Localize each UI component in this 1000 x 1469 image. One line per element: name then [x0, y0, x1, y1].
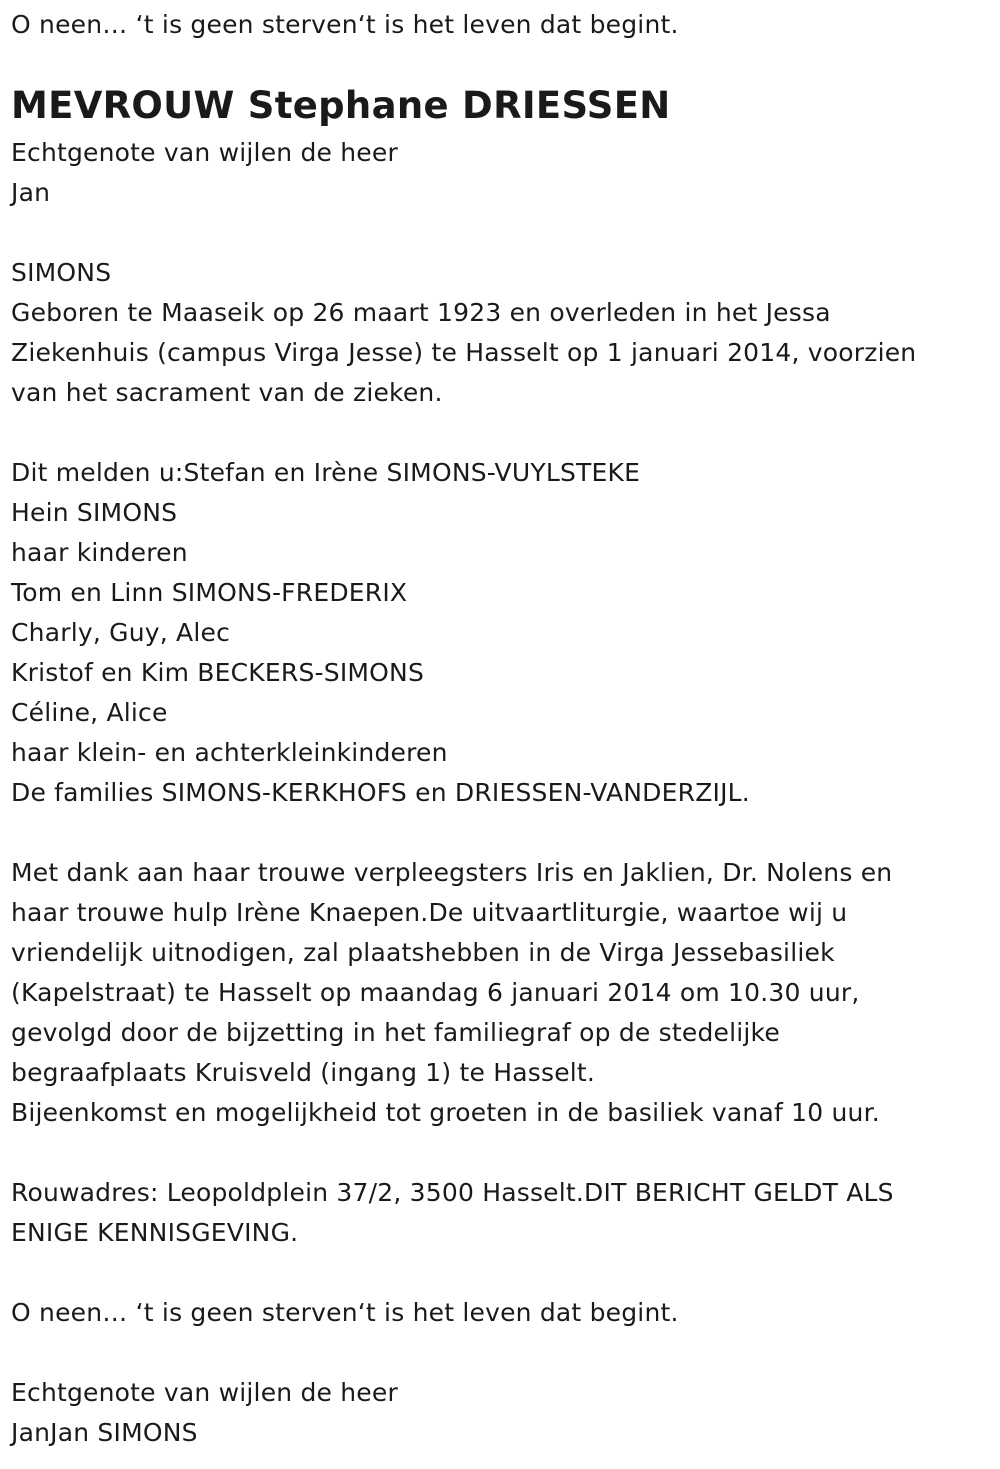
family-line: Céline, Alice [11, 698, 168, 727]
thanks-line: begraafplaats Kruisveld (ingang 1) te Hasselt. [11, 1058, 596, 1087]
family-line: De families SIMONS-KERKHOFS en DRIESSEN-VANDERZIJL. [11, 778, 750, 807]
spouse-last-name: SIMONS [11, 258, 112, 287]
obituary-body [11, 133, 986, 1453]
thanks-line: vriendelijk uitnodigen, zal plaatshebben in de Virga Jessebasiliek [11, 938, 835, 967]
thanks-line: (Kapelstraat) te Hasselt op maandag 6 januari 2014 om 10.30 uur, [11, 978, 860, 1007]
spouse-full-bottom: JanJan SIMONS [11, 1418, 198, 1447]
spacer [11, 1333, 986, 1373]
spouse-first-name: Jan [11, 178, 51, 207]
family-line: Kristof en Kim BECKERS-SIMONS [11, 658, 425, 687]
birth-death-line: Geboren te Maaseik op 26 maart 1923 en overleden in het Jessa [11, 298, 831, 327]
family-line: Tom en Linn SIMONS-FREDERIX [11, 578, 408, 607]
motto-bottom: O neen… ‘t is geen sterven‘t is het leven dat begint. [11, 1298, 679, 1327]
spacer [11, 813, 986, 853]
thanks-line: Met dank aan haar trouwe verpleegsters Iris en Jaklien, Dr. Nolens en [11, 858, 893, 887]
birth-death-line: Ziekenhuis (campus Virga Jesse) te Hasselt op 1 januari 2014, voorzien [11, 338, 917, 367]
deceased-name-title: MEVROUW Stephane DRIESSEN [11, 84, 671, 127]
spouse-line-bottom: Echtgenote van wijlen de heer [11, 1378, 398, 1407]
spouse-line: Echtgenote van wijlen de heer [11, 138, 398, 167]
family-line: haar klein- en achterkleinkinderen [11, 738, 448, 767]
motto-top: O neen… ‘t is geen sterven‘t is het leven dat begint. [11, 10, 679, 39]
address-line: Rouwadres: Leopoldplein 37/2, 3500 Hasselt.DIT BERICHT GELDT ALS [11, 1178, 894, 1207]
address-line: ENIGE KENNISGEVING. [11, 1218, 299, 1247]
thanks-line: Bijeenkomst en mogelijkheid tot groeten in de basiliek vanaf 10 uur. [11, 1098, 880, 1127]
family-line: haar kinderen [11, 538, 188, 567]
thanks-line: gevolgd door de bijzetting in het familiegraf op de stedelijke [11, 1018, 780, 1047]
family-line: Dit melden u:Stefan en Irène SIMONS-VUYLSTEKE [11, 458, 641, 487]
family-line: Hein SIMONS [11, 498, 178, 527]
spacer [11, 1253, 986, 1293]
family-line: Charly, Guy, Alec [11, 618, 231, 647]
birth-death-line: van het sacrament van de zieken. [11, 378, 443, 407]
spacer [11, 213, 986, 253]
spacer [11, 413, 986, 453]
thanks-line: haar trouwe hulp Irène Knaepen.De uitvaartliturgie, waartoe wij u [11, 898, 848, 927]
spacer [11, 1133, 986, 1173]
